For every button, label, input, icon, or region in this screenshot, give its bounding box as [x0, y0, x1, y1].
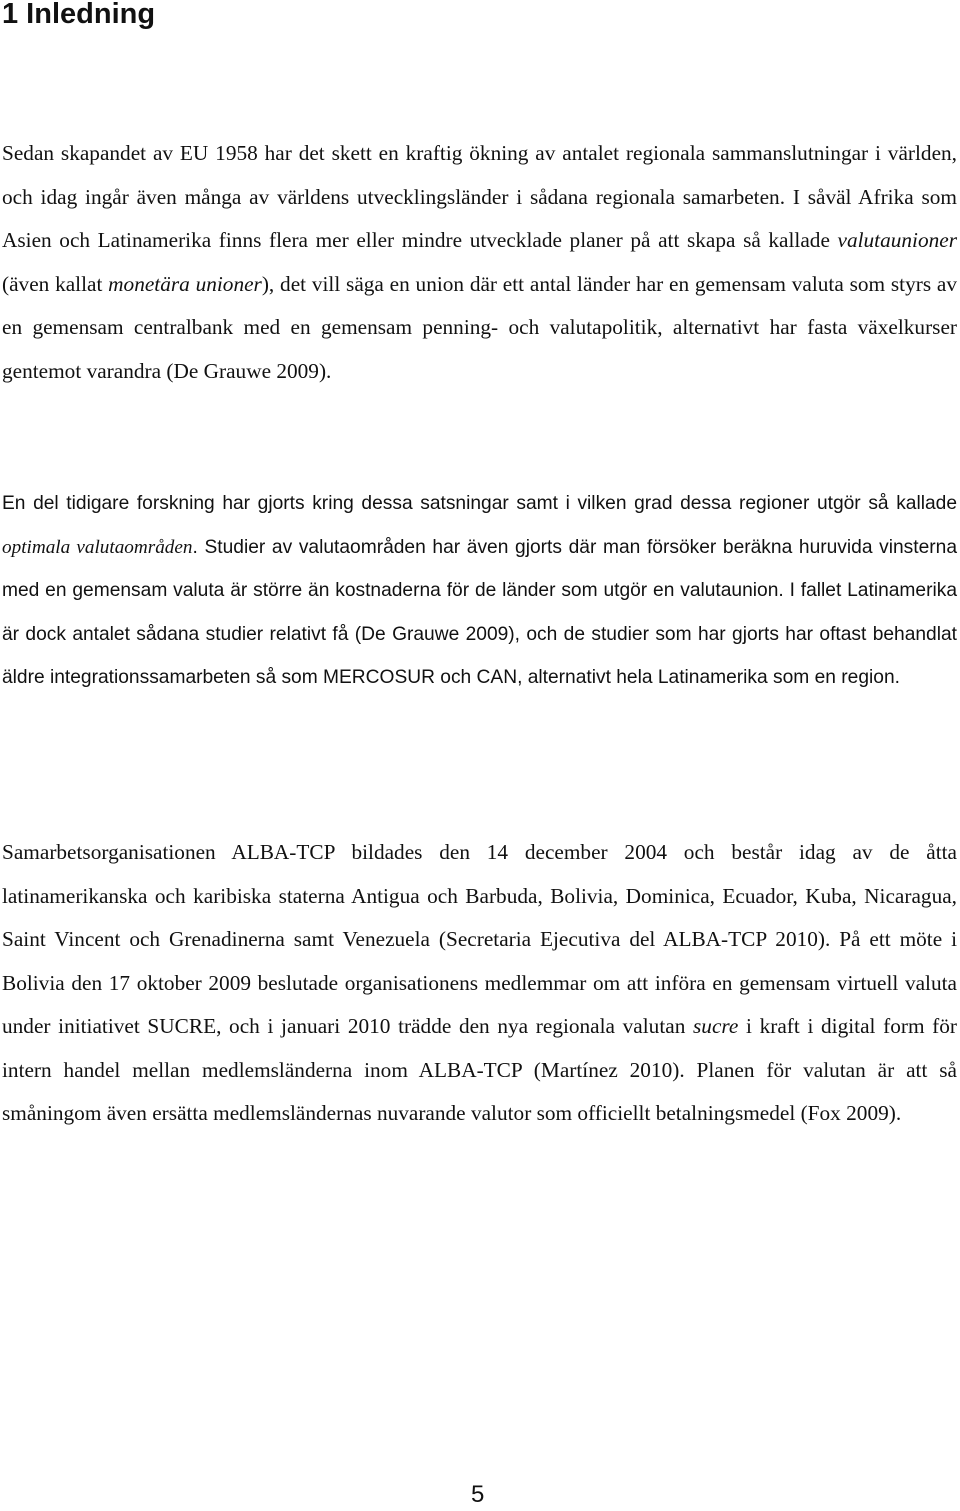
paragraph-2-term-optimala-valutaomraden: optimala valutaområden — [2, 536, 193, 558]
paragraph-3-text-a: Samarbetsorganisationen ALBA-TCP bildades den 14 december 2004 och består idag av de åtta latinamerikanska och karibiska staterna Antigua och Barbuda, Bolivia, Dominica, Ecuador, Kuba, Nicaragua, Saint Vincent och Grenadinerna samt Venezuela (Secretaria Ejecutiva del ALBA-TCP 2010). På ett möte i Bolivia den 17 oktober 2009 beslutade organisationens medlemmar om att införa en gemensam virtuell valuta under initiativet SUCRE, och i januari 2010 trädde den nya regionala valutan — [2, 840, 957, 1038]
paragraph-1-term-valutaunioner: valutaunioner — [837, 228, 957, 252]
paragraph-2 — [2, 482, 957, 700]
section-heading: 1 Inledning — [2, 0, 156, 30]
paragraph-3 — [2, 831, 957, 1136]
page-number: 5 — [471, 1481, 485, 1508]
paragraph-1 — [2, 132, 957, 393]
paragraph-1-text-e: ), det vill säga en union där ett antal länder har en gemensam valuta som styrs av en gemensam centralbank med en gemensam penning- och valutapolitik, alternativt har fasta växelkurser gentemot varandra (De Grauwe 2009). — [2, 271, 957, 383]
paragraph-1-term-monetara-unioner: monetära unioner — [108, 271, 262, 296]
paragraph-1-text-c: (även kallat — [2, 271, 109, 296]
paragraph-3-term-sucre: sucre — [693, 1014, 739, 1038]
paragraph-2-text-a: En del tidigare forskning har gjorts kring dessa satsningar samt i vilken grad dessa regioner utgör så kallade — [2, 493, 957, 514]
paragraph-2-text-c: . Studier av valutaområden har även gjorts där man försöker beräkna huruvida vinsterna med en gemensam valuta är större än kostnaderna för de länder som utgör en valutaunion. I fallet Latinamerika är dock antalet sådana studier relativt få (De Grauwe 2009), och de studier som har gjorts har oftast behandlat äldre integrationssamarbeten så som MERCOSUR och CAN, alternativt hela Latinamerika som en region. — [2, 536, 957, 688]
paragraph-3-text-c: i kraft i digital form för intern handel mellan medlemsländerna inom ALBA-TCP (Martínez 2010). Planen för valutan är att så småningom även ersätta medlemsländernas nuvarande valutor som officiellt betalningsmedel (Fox 2009). — [2, 1014, 957, 1125]
paragraph-1-text-a: Sedan skapandet av EU 1958 har det skett en kraftig ökning av antalet regionala sammanslutningar i världen, och idag ingår även många av världens utvecklingsländer i sådana regionala samarbeten. I såväl Afrika som Asien och Latinamerika finns flera mer eller mindre utvecklade planer på att skapa så kallade — [2, 141, 957, 252]
